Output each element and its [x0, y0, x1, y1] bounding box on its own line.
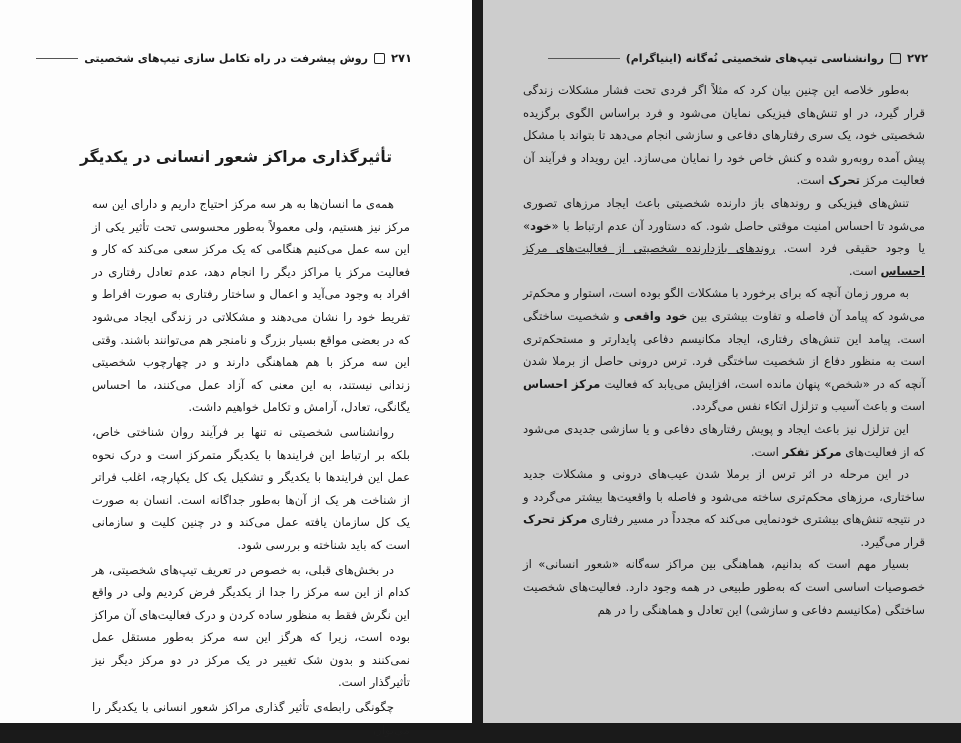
- left-running-header: [36, 45, 412, 71]
- right-running-header: [548, 45, 928, 71]
- paragraph: به‌طور خلاصه این چنین بیان کرد که مثلاً اگر فردی تحت فشار مشکلات زندگی قرار گیرد، در او تنش‌های فیزیکی نمایان می‌شود و فرد براساس الگوی برگزیده شخصیتی خود، یک سری رفتارهای دفاعی و سازشی انجام می‌دهد تا بتواند با مشکل پیش آمده روبه‌رو شده و کنش خاص خود را نمایان می‌سازد. این رویداد و فرآیند آن فعالیت مرکز تحرک است.: [523, 83, 925, 188]
- chapter-title: تأثیرگذاری مراکز شعور انسانی در یکدیگر: [79, 148, 393, 166]
- left-page: [0, 0, 472, 737]
- paragraph: این تزلزل نیز باعث ایجاد و پویش رفتارهای دفاعی و یا سازشی جدیدی می‌شود که از فعالیت‌های مرکز تفکر است.: [523, 421, 925, 459]
- paragraph: تنش‌های فیزیکی و روندهای باز دارنده شخصیتی باعث ایجاد مرزهای تصوری می‌شود تا احساس امنیت موقتی حاصل شود. که دستاورد آن عدم ارتباط با «خود» یا وجود حقیقی فرد است. روندهای بازدارنده شخصیتی از فعالیت‌های مرکز احساس است.: [523, 195, 925, 278]
- right-page: [483, 0, 961, 723]
- paragraph: همه‌ی ما انسان‌ها به هر سه مرکز احتیاج داریم و دارای این سه مرکز نیز هستیم، ولی معمولاً به‌طور محسوسی تحت تأثیر یکی از این سه عمل می‌کنیم هنگامی که یک مرکز سعی می‌کند که کار و فعالیت مرکز یا مراکز دیگر را انجام دهد، عدم تعادل رفتاری در افراد به وجود می‌آید و اعمال و ساختار رفتاری به صورت افراط و تفریط خود را نشان می‌دهند و مشکلاتی در زندگی ایجاد می‌شود که در بعضی مواقع بسیار بزرگ و نامنجر هم می‌توانند باشند. وقتی این سه مرکز با هم هماهنگی دارند و در چهارچوب شخصیتی زندانی نیستند، به این معنی که آزاد عمل می‌کنند، ما احساس یگانگی، تعادل، آرامش و تکامل خواهیم داشت.: [92, 197, 410, 415]
- header-rule: [548, 58, 620, 59]
- paragraph: در این مرحله در اثر ترس از برملا شدن عیب‌های درونی و مشکلات جدید ساختاری، مرزهای محکم‌تری ساخته می‌شود و فاصله با واقعیت‌ها بیشتر می‌گردد و در نتیجه تنش‌های بیشتری خودنمایی می‌کند که مجدداً در مسیر رفتاری مرکز تحرک قرار می‌گیرد.: [523, 467, 925, 549]
- paragraph: بسیار مهم است که بدانیم، هماهنگی بین مراکز سه‌گانه «شعور انسانی» از خصوصیات اساسی است که به‌طور طبیعی در همه وجود دارد. فعالیت‌های شخصیت ساختگی (مکانیسم دفاعی و سازشی) این تعادل و هماهنگی را در هم: [523, 557, 925, 617]
- book-gutter: [472, 0, 483, 723]
- header-square-icon: [890, 53, 901, 64]
- paragraph: به مرور زمان آنچه که برای برخورد با مشکلات الگو بوده است، استوار و محکم‌تر می‌شود که پیامد آن فاصله و تفاوت بیشتری بین خود واقعی و شخصیت ساختگی است. پیامد این تنش‌های رفتاری، ایجاد مکانیسم دفاعی پایدارتر و مستحکم‌تری است به منظور دفاع از شخصیت ساختگی فرد. ترس درونی حاصل از برملا شدن آنچه که در «شخص» پنهان مانده است، افزایش می‌یابد که فعالیت مرکز احساس است و باعث آسیب و تزلزل اتکاء نفس می‌گردد.: [523, 286, 925, 414]
- left-header-title: روش پیشرفت در راه تکامل سازی تیپ‌های شخصیتی: [84, 51, 368, 65]
- paragraph: چگونگی رابطه‌ی تأثیر گذاری مراکز شعور انسانی با یکدیگر را می‌توان: [92, 700, 410, 737]
- right-page-number: ۲۷۲: [906, 51, 928, 65]
- header-rule: [36, 58, 78, 59]
- header-square-icon: [374, 53, 385, 64]
- right-body-text: [523, 79, 925, 621]
- paragraph: روانشناسی شخصیتی نه تنها بر فرآیند روان شناختی خاص، بلکه بر ارتباط این فرایندها با یکدیگر متمرکز است و درک نحوه عمل این فرایندها با یکدیگر و تشکیل یک کل یکپارچه، اغلب فراتر از شناخت هر یک از آن‌ها به‌طور جداگانه است. انسان به صورت یک کل سازمان یافته عمل می‌کند و در چنین کلیت و سازمانی است که باید شناخته و بررسی شود.: [92, 424, 410, 552]
- left-body-text: [92, 193, 410, 743]
- right-header-title: روانشناسی تیپ‌های شخصیتی نُه‌گانه (اینیاگرام): [625, 51, 884, 65]
- left-page-number: ۲۷۱: [390, 51, 412, 65]
- paragraph: در بخش‌های قبلی، به خصوص در تعریف تیپ‌های شخصیتی، هر کدام از این سه مرکز را جدا از یکدیگر فرض کردیم ولی در واقع این نگرش فقط به منظور ساده کردن و درک فعالیت‌های آن مراکز بوده است، زیرا که هرگز این سه مرکز به‌طور مستقل عمل نمی‌کنند و بدون شک تغییر در یک مرکز در دو مرکز دیگر نیز تأثیرگذار است.: [92, 562, 410, 690]
